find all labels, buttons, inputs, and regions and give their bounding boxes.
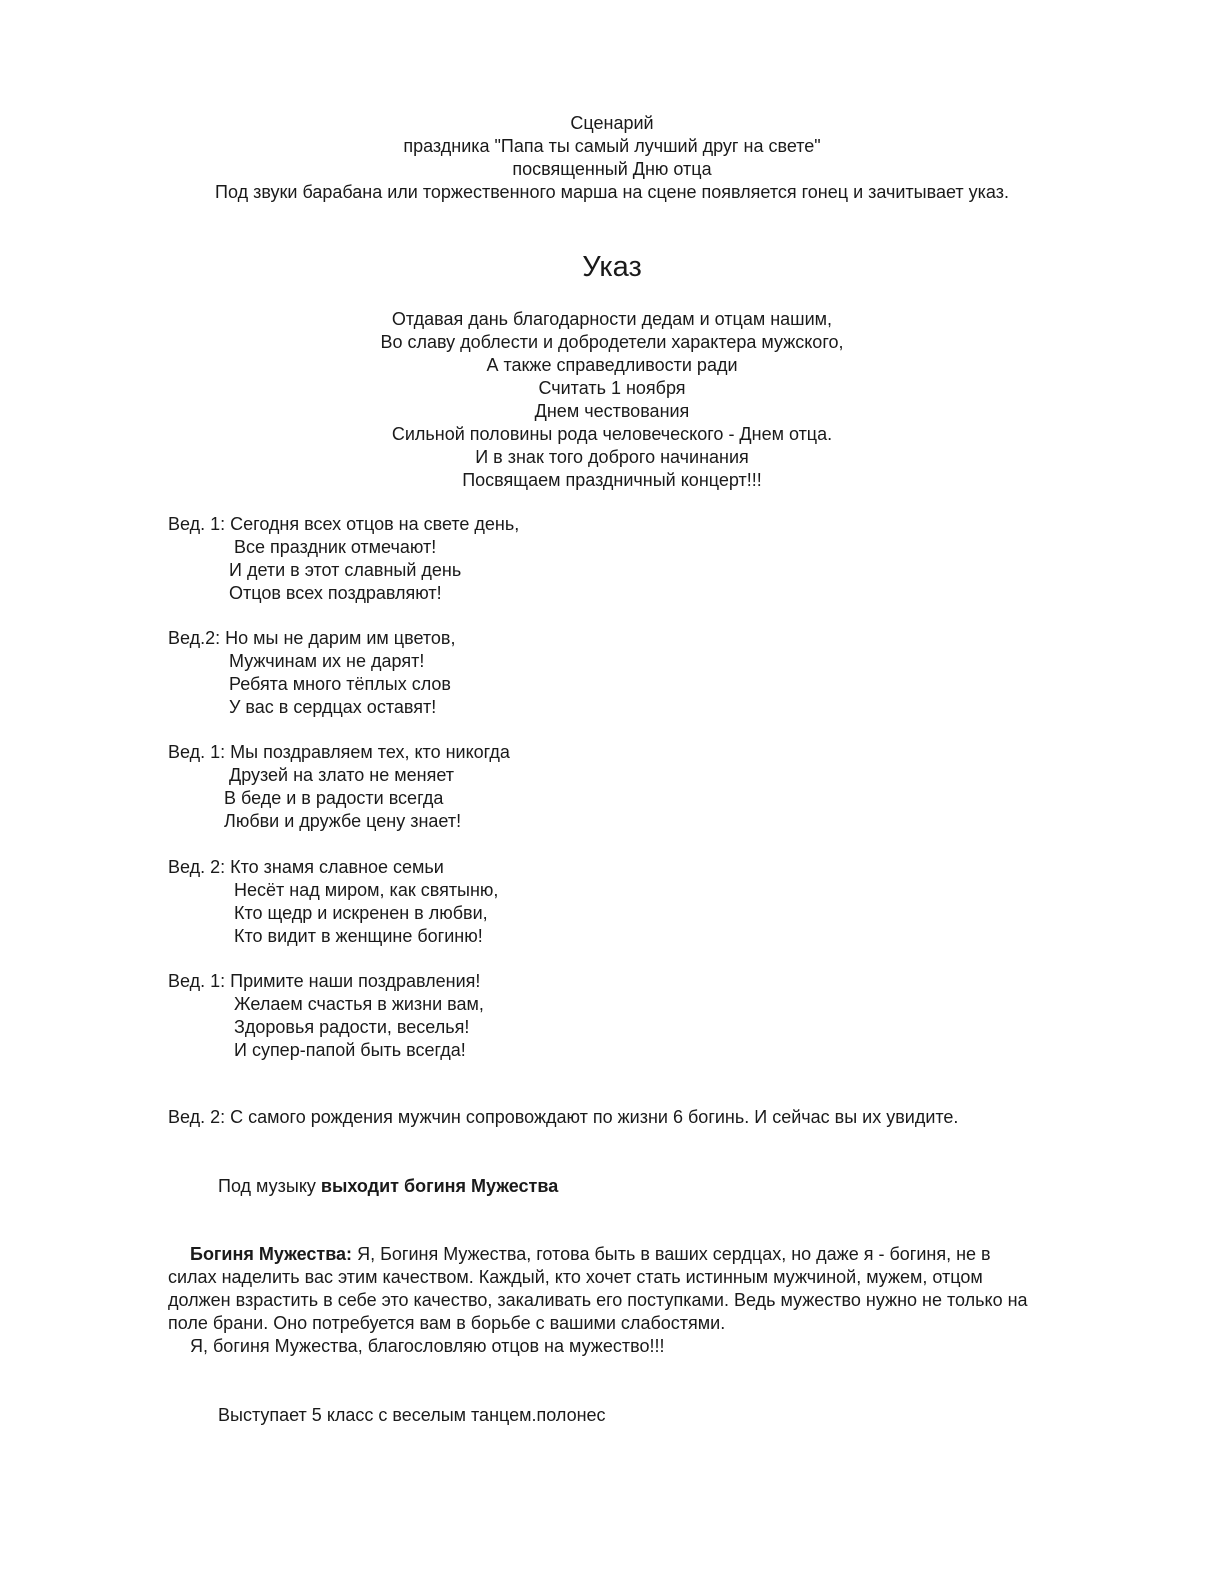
- stanza-line: В беде и в радости всегда: [224, 788, 444, 808]
- stanza-line: Ребята много тёплых слов: [229, 674, 451, 694]
- header-holiday-title: праздника "Папа ты самый лучший друг на свете": [403, 136, 821, 156]
- decree-line: И в знак того доброго начинания: [475, 447, 749, 467]
- goddess-speaker-label: Богиня Мужества:: [190, 1244, 353, 1264]
- stanza-line: Все праздник отмечают!: [234, 537, 437, 557]
- decree-line: Считать 1 ноября: [538, 378, 686, 398]
- decree-line: Днем чествования: [534, 401, 690, 421]
- stanza-line: Кто щедр и искренен в любви,: [234, 903, 488, 923]
- decree-line: Посвящаем праздничный концерт!!!: [462, 470, 762, 490]
- performance-announcement: Выступает 5 класс с веселым танцем.полонес: [218, 1405, 606, 1425]
- stage-direction-text: Под музыку: [218, 1176, 321, 1196]
- stanza-line: Любви и дружбе цену знает!: [224, 811, 462, 831]
- stanza-1: [168, 513, 519, 605]
- stanza-line: Вед. 1: Примите наши поздравления!: [168, 971, 481, 991]
- stanza-3: [168, 741, 510, 833]
- stanza-line: Вед. 1: Мы поздравляем тех, кто никогда: [168, 742, 510, 762]
- stanza-line: Желаем счастья в жизни вам,: [234, 994, 484, 1014]
- goddess-speech-line: силах наделить вас этим качеством. Каждый, кто хочет стать истинным мужчиной, мужем, отцом: [168, 1267, 983, 1287]
- stage-direction-bold: выходит богиня Мужества: [320, 1176, 559, 1196]
- stanza-2: [168, 627, 456, 719]
- header-intro: Под звуки барабана или торжественного марша на сцене появляется гонец и зачитывает указ.: [215, 182, 1009, 202]
- decree-line: Во славу доблести и добродетели характера мужского,: [380, 332, 844, 352]
- header-block: [0, 112, 1224, 204]
- decree-line: Отдавая дань благодарности дедам и отцам нашим,: [391, 309, 833, 329]
- goddess-speech-text: Я, Богиня Мужества, готова быть в ваших сердцах, но даже я - богиня, не в: [352, 1244, 991, 1264]
- decree-body: [0, 308, 1224, 492]
- stanza-line: И супер-папой быть всегда!: [234, 1040, 466, 1060]
- stanza-line: Вед.2: Но мы не дарим им цветов,: [168, 628, 456, 648]
- goddess-speech: [168, 1243, 1128, 1358]
- stanza-line: Отцов всех поздравляют!: [229, 583, 442, 603]
- stanza-line: Здоровья радости, веселья!: [234, 1017, 470, 1037]
- decree-title: Указ: [582, 251, 642, 283]
- stanza-line: Мужчинам их не дарят!: [229, 651, 425, 671]
- stanza-line: Кто видит в женщине богиню!: [234, 926, 483, 946]
- stage-direction-goddess-enters: [218, 1175, 558, 1198]
- decree-line: Сильной половины рода человеческого - Днем отца.: [391, 424, 833, 444]
- header-scenario: Сценарий: [570, 113, 654, 133]
- host2-announcement: Вед. 2: С самого рождения мужчин сопровождают по жизни 6 богинь. И сейчас вы их увидите.: [168, 1107, 959, 1127]
- stanza-line: У вас в сердцах оставят!: [229, 697, 437, 717]
- goddess-speech-line: Я, богиня Мужества, благословляю отцов на мужество!!!: [190, 1336, 665, 1356]
- stanza-line: Несёт над миром, как святыню,: [234, 880, 499, 900]
- decree-line: А также справедливости ради: [486, 355, 738, 375]
- goddess-speech-line: поле брани. Оно потребуется вам в борьбе с вашими слабостями.: [168, 1313, 726, 1333]
- stanza-line: Друзей на злато не меняет: [229, 765, 454, 785]
- stanza-line: И дети в этот славный день: [229, 560, 462, 580]
- stanza-4: [168, 856, 498, 948]
- header-dedication: посвященный Дню отца: [512, 159, 712, 179]
- goddess-speech-line: должен взрастить в себе это качество, закаливать его поступками. Ведь мужество нужно не только на: [168, 1290, 1028, 1310]
- stanza-line: Вед. 2: Кто знамя славное семьи: [168, 857, 444, 877]
- stanza-5: [168, 970, 484, 1062]
- stanza-line: Вед. 1: Сегодня всех отцов на свете день,: [168, 514, 520, 534]
